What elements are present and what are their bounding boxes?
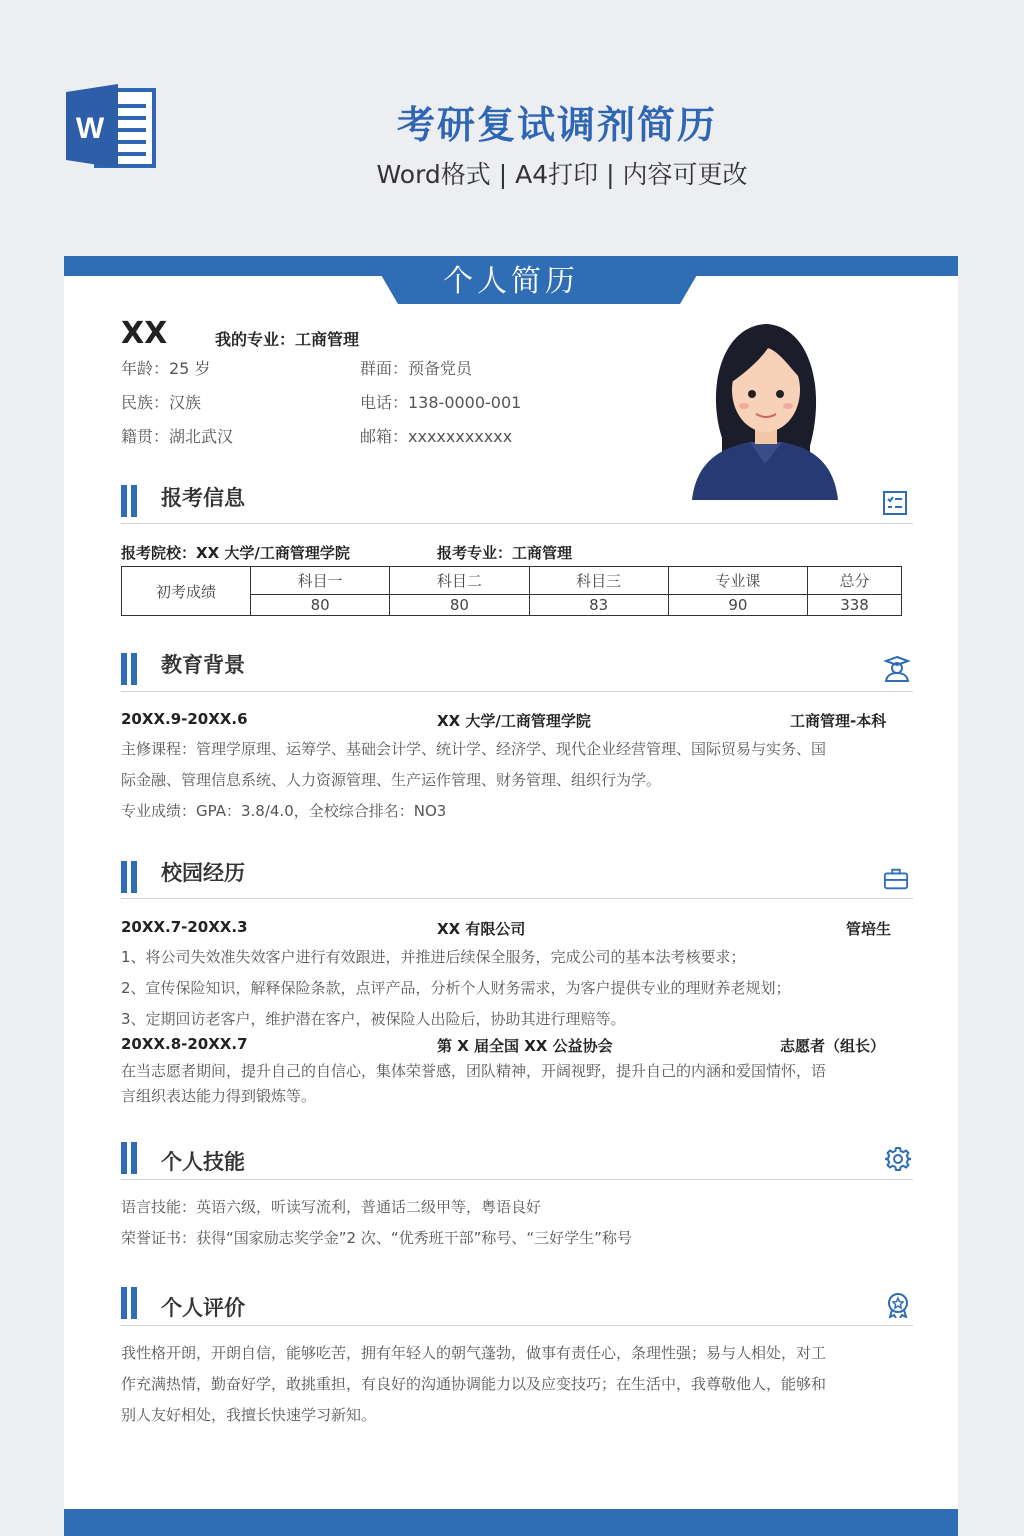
section-marker <box>131 861 137 893</box>
campus-section-title: 校园经历 <box>161 861 245 885</box>
target-major: 报考专业：工商管理 <box>437 544 573 562</box>
honors-text: 荣誉证书：获得“国家励志奖学金”2 次、“优秀班干部”称号、“三好学生”称号 <box>121 1229 632 1247</box>
phone-text: 电话：138-0000-001 <box>360 393 522 412</box>
job1-duty: 3、定期回访老客户，维护潜在客户，被保险人出险后，协助其进行理赔等。 <box>121 1010 626 1028</box>
score-value: 80 <box>251 594 390 615</box>
ribbon-title: 个人简历 <box>443 264 579 299</box>
score-header: 科目三 <box>529 567 668 595</box>
section-divider <box>121 523 913 524</box>
edu-courses-line: 主修课程：管理学原理、运筹学、基础会计学、统计学、经济学、现代企业经营管理、国际贸易与实务、国 <box>121 740 827 758</box>
promo-subtitle: Word格式 | A4打印 | 内容可更改 <box>376 160 748 189</box>
evaluation-line: 我性格开朗，开朗自信，能够吃苦，拥有年轻人的朝气蓬勃，做事有责任心，条理性强；易与人相处，对工 <box>121 1344 827 1362</box>
major-text: 我的专业：工商管理 <box>215 330 360 349</box>
edu-period: 20XX.9-20XX.6 <box>121 710 248 728</box>
score-value: 90 <box>668 594 807 615</box>
promo-title: 考研复试调剂简历 <box>396 103 717 147</box>
score-header: 科目二 <box>390 567 529 595</box>
job2-period: 20XX.8-20XX.7 <box>121 1035 248 1053</box>
section-divider <box>121 691 913 692</box>
section-marker <box>121 861 127 893</box>
evaluation-line: 别人友好相处，我擅长快速学习新知。 <box>121 1406 377 1424</box>
gear-icon <box>885 1146 911 1172</box>
section-divider <box>121 1179 913 1180</box>
graduate-icon <box>884 656 910 682</box>
job2-role: 志愿者（组长） <box>780 1037 886 1055</box>
score-header: 科目一 <box>251 567 390 595</box>
exam-section-title: 报考信息 <box>161 486 245 510</box>
bottom-accent-gap <box>64 1503 958 1509</box>
evaluation-line: 作充满热情，勤奋好学，敢挑重担，有良好的沟通协调能力以及应变技巧；在生活中，我尊敬他人，能够和 <box>121 1375 827 1393</box>
edu-gpa: 专业成绩：GPA：3.8/4.0，全校综合排名：NO3 <box>121 802 447 820</box>
score-table <box>121 566 902 616</box>
avatar <box>692 318 838 500</box>
checklist-icon <box>882 490 908 516</box>
section-marker <box>131 1142 137 1174</box>
section-marker <box>131 1287 137 1319</box>
target-school: 报考院校：XX 大学/工商管理学院 <box>121 544 350 562</box>
party-text: 群面：预备党员 <box>360 359 473 378</box>
evaluation-section-title: 个人评价 <box>161 1296 245 1320</box>
job1-duty: 2、宣传保险知识，解释保险条款，点评产品，分析个人财务需求，为客户提供专业的理财养老规划； <box>121 979 791 997</box>
score-header: 总分 <box>808 567 902 595</box>
job1-role: 管培生 <box>846 920 892 938</box>
education-section-title: 教育背景 <box>161 653 245 677</box>
edu-degree: 工商管理-本科 <box>790 712 887 730</box>
job2-desc: 言组织表达能力得到锻炼等。 <box>121 1087 317 1105</box>
section-marker <box>131 653 137 685</box>
award-icon <box>885 1292 911 1318</box>
email-text: 邮箱：xxxxxxxxxxx <box>360 427 513 446</box>
candidate-name: XX <box>121 316 168 351</box>
job2-desc: 在当志愿者期间，提升自己的自信心，集体荣誉感，团队精神，开阔视野，提升自己的内涵和爱国情怀，语 <box>121 1062 827 1080</box>
score-header: 专业课 <box>668 567 807 595</box>
edu-school: XX 大学/工商管理学院 <box>437 712 591 730</box>
skills-section-title: 个人技能 <box>161 1150 245 1174</box>
job1-period: 20XX.7-20XX.3 <box>121 918 248 936</box>
score-value: 80 <box>390 594 529 615</box>
job1-org: XX 有限公司 <box>437 920 526 938</box>
section-marker <box>121 1287 127 1319</box>
score-value: 83 <box>529 594 668 615</box>
briefcase-icon <box>883 866 909 892</box>
section-divider <box>121 1325 913 1326</box>
section-divider <box>121 898 913 899</box>
score-row-label: 初考成绩 <box>122 567 251 616</box>
section-marker <box>121 485 127 517</box>
section-marker <box>131 485 137 517</box>
language-skills: 语言技能：英语六级，听读写流利，普通话二级甲等，粤语良好 <box>121 1198 542 1216</box>
job2-org: 第 X 届全国 XX 公益协会 <box>437 1037 613 1055</box>
age-text: 年龄：25 岁 <box>121 359 211 378</box>
job1-duty: 1、将公司失效准失效客户进行有效跟进，并推进后续保全服务，完成公司的基本法考核要求； <box>121 948 746 966</box>
score-value: 338 <box>808 594 902 615</box>
ethnicity-text: 民族：汉族 <box>121 393 202 412</box>
svg-text:W: W <box>75 112 105 145</box>
edu-courses-line: 际金融、管理信息系统、人力资源管理、生产运作管理、财务管理、组织行为学。 <box>121 771 662 789</box>
resume-paper <box>64 256 958 1536</box>
hometown-text: 籍贯：湖北武汉 <box>121 427 234 446</box>
section-marker <box>121 653 127 685</box>
section-marker <box>121 1142 127 1174</box>
